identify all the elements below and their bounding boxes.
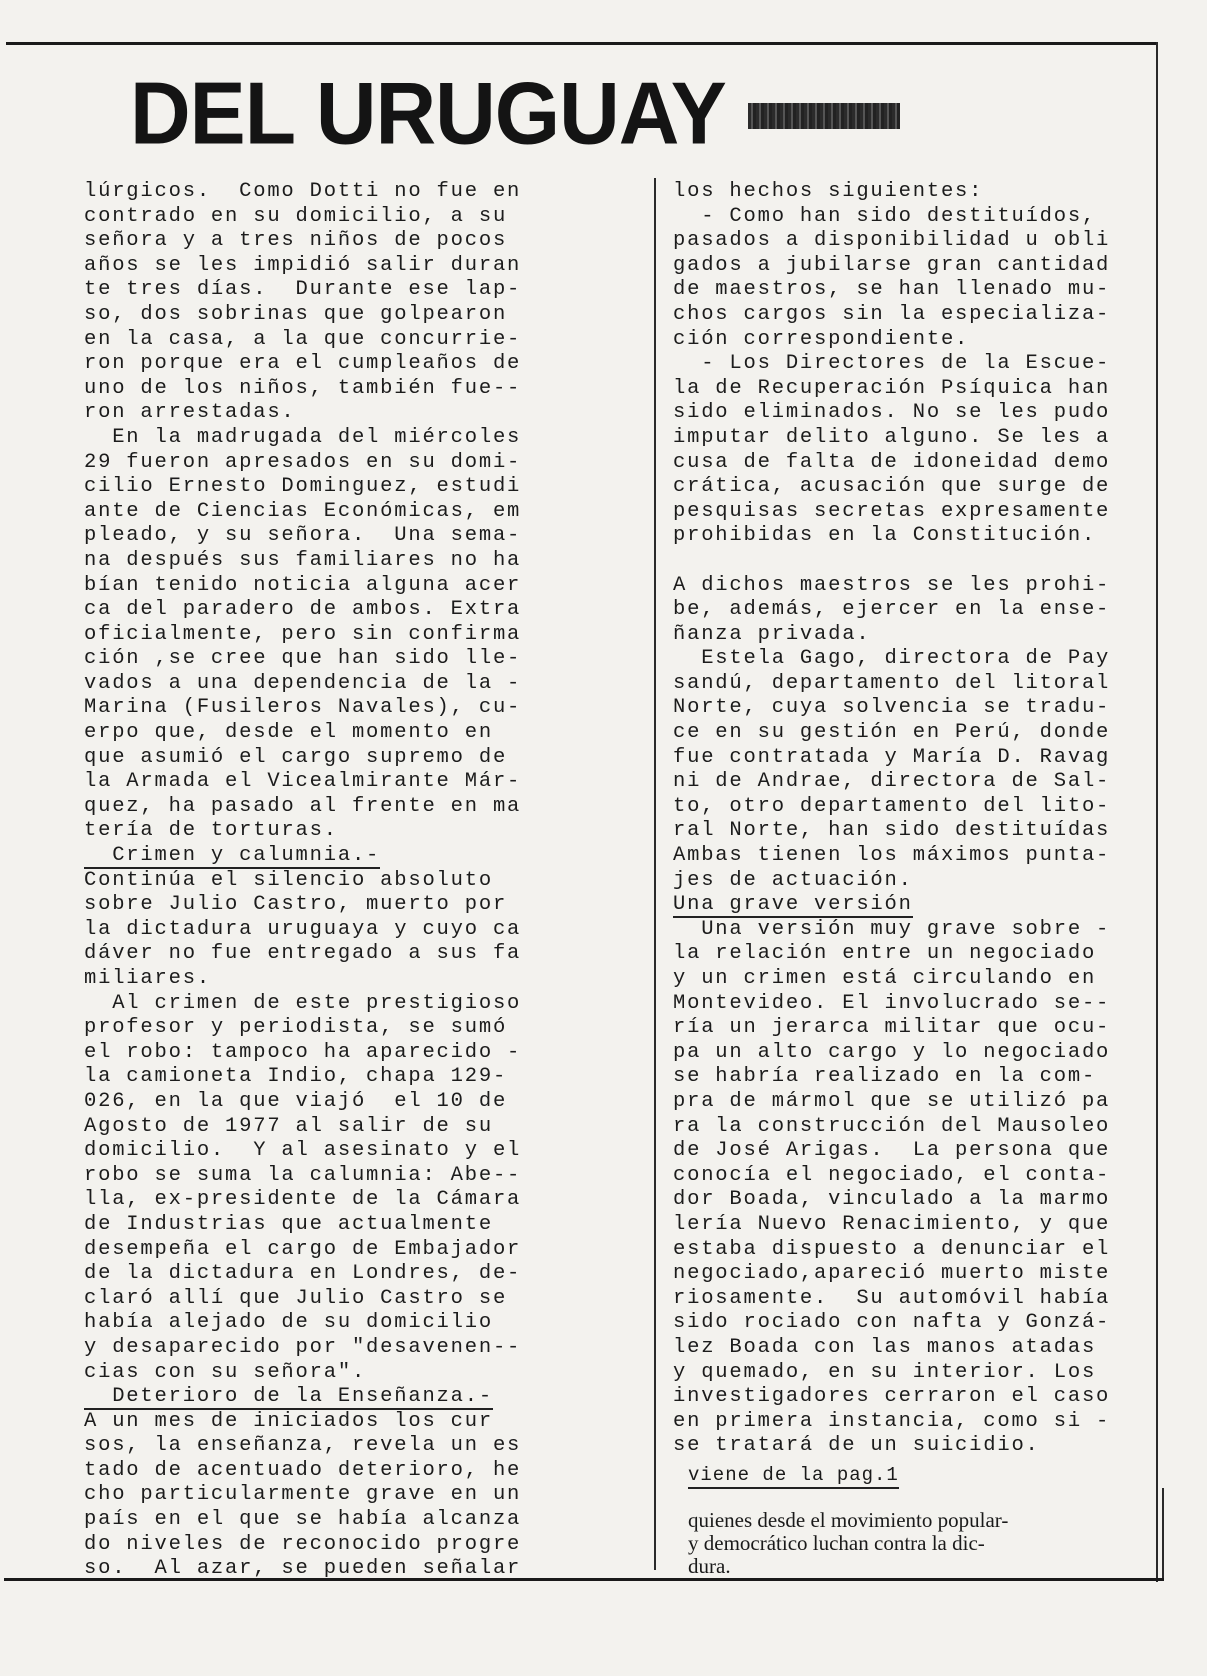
text-line [84, 746, 554, 771]
text-line-content: y quemado, en su interior. Los [673, 1360, 1097, 1384]
text-line-content: ría un jerarca militar que ocu- [673, 1016, 1111, 1040]
text-line-content: pleado, y su señora. Una sema- [84, 524, 522, 548]
text-line [84, 1508, 554, 1533]
text-line [84, 869, 554, 894]
text-line-content: en primera instancia, como si - [673, 1409, 1111, 1433]
text-line-content: jes de actuación. [673, 868, 913, 892]
text-line-content: to, otro departamento del lito- [673, 794, 1111, 818]
text-line [84, 254, 554, 279]
frame-top-rule [6, 42, 1156, 45]
text-line [673, 278, 1143, 303]
text-line-content: fue contratada y María D. Ravag [673, 745, 1111, 769]
text-line [673, 1139, 1143, 1164]
text-line-content: de Industrias que actualmente [84, 1212, 493, 1236]
text-line-content: el robo: tampoco ha aparecido - [84, 1040, 522, 1064]
text-line [673, 869, 1143, 894]
text-line-content: había alejado de su domicilio [84, 1311, 493, 1335]
right-column [673, 180, 1143, 1459]
text-line [84, 992, 554, 1017]
text-line-content: pra de mármol que se utilizó pa [673, 1089, 1111, 1113]
text-line-content: ral Norte, han sido destituídas [673, 819, 1111, 843]
text-line [84, 1213, 554, 1238]
text-line-content: investigadores cerraron el caso [673, 1385, 1111, 1409]
text-line [673, 451, 1143, 476]
text-line [84, 1557, 554, 1582]
text-line [84, 303, 554, 328]
text-line [84, 574, 554, 599]
text-line-content: la camioneta Indio, chapa 129- [84, 1065, 508, 1089]
text-line-content: tado de acentuado deterioro, he [84, 1458, 522, 1482]
text-line-content: Continúa el silencio absoluto [84, 868, 493, 892]
text-line-content: Norte, cuya solvencia se tradu- [673, 696, 1111, 720]
text-line-content: ñanza privada. [673, 622, 871, 646]
text-line-content: tería de torturas. [84, 819, 338, 843]
text-line-content: 026, en la que viajó el 10 de [84, 1089, 508, 1113]
text-line [673, 795, 1143, 820]
text-line-content: cho particularmente grave en un [84, 1483, 522, 1507]
page-header [130, 63, 900, 163]
text-line-content: chos cargos sin la especializa- [673, 302, 1111, 326]
text-line-content: la relación entre un negociado [673, 942, 1097, 966]
text-line [84, 795, 554, 820]
text-line [84, 475, 554, 500]
text-line-content: sobre Julio Castro, muerto por [84, 893, 508, 917]
text-line-content: contrado en su domicilio, a su [84, 204, 508, 228]
text-line-content: ra la construcción del Mausoleo [673, 1114, 1111, 1138]
text-line [84, 328, 554, 353]
text-line [673, 1410, 1143, 1435]
text-line [673, 746, 1143, 771]
text-line-content: Agosto de 1977 al salir de su [84, 1114, 493, 1138]
text-line [84, 967, 554, 992]
text-line [84, 1361, 554, 1386]
text-line [673, 574, 1143, 599]
text-line-content: lería Nuevo Renacimiento, y que [673, 1212, 1111, 1236]
text-line-content: oficialmente, pero sin confirma [84, 622, 522, 646]
text-line-content: pa un alto cargo y lo negociado [673, 1040, 1111, 1064]
text-line [673, 1016, 1143, 1041]
text-line-content: cias con su señora". [84, 1360, 367, 1384]
text-line [84, 1459, 554, 1484]
text-line [84, 696, 554, 721]
text-line-content: vados a una dependencia de la - [84, 671, 522, 695]
text-line [673, 1361, 1143, 1386]
text-line [84, 1016, 554, 1041]
text-line [673, 1336, 1143, 1361]
text-line [84, 623, 554, 648]
text-line-content: desempeña el cargo de Embajador [84, 1237, 522, 1261]
text-line [673, 647, 1143, 672]
text-line-content: ca del paradero de ambos. Extra [84, 598, 522, 622]
text-line [84, 598, 554, 623]
text-line [673, 598, 1143, 623]
text-line [84, 426, 554, 451]
text-line-content: ante de Ciencias Económicas, em [84, 499, 522, 523]
text-line-content: uno de los niños, también fue-- [84, 376, 522, 400]
text-line [673, 967, 1143, 992]
text-line-content: sido eliminados. No se les pudo [673, 401, 1111, 425]
text-line-content: Ambas tienen los máximos punta- [673, 844, 1111, 868]
text-line [673, 1188, 1143, 1213]
text-line-content: de maestros, se han llenado mu- [673, 278, 1111, 302]
text-line-content: riosamente. Su automóvil había [673, 1286, 1111, 1310]
text-line [673, 254, 1143, 279]
text-line-content: conocía el negociado, el conta- [673, 1163, 1111, 1187]
page-title: DEL URUGUAY [130, 63, 726, 163]
text-line-content: de José Arigas. La persona que [673, 1139, 1111, 1163]
text-line [673, 1164, 1143, 1189]
section-heading: Una grave versión [673, 893, 913, 917]
text-line [673, 1213, 1143, 1238]
text-line [673, 1311, 1143, 1336]
section-heading: Deterioro de la Enseñanza.- [84, 1385, 493, 1409]
text-line-content: robo se suma la calumnia: Abe-- [84, 1163, 522, 1187]
text-line [84, 278, 554, 303]
text-line [673, 475, 1143, 500]
text-line [673, 377, 1143, 402]
text-line [84, 844, 554, 869]
text-line [673, 1287, 1143, 1312]
text-line [84, 893, 554, 918]
text-line [84, 1139, 554, 1164]
text-line [673, 819, 1143, 844]
continuation-line: dura. [688, 1554, 731, 1578]
text-line-content: na después sus familiares no ha [84, 548, 522, 572]
text-line [84, 1336, 554, 1361]
header-decorative-bar [748, 103, 900, 129]
text-line [84, 942, 554, 967]
text-line [84, 1483, 554, 1508]
text-line-content: - Como han sido destituídos, [673, 204, 1097, 228]
text-line-content: ron arrestadas. [84, 401, 296, 425]
text-line-content: cilio Ernesto Dominguez, estudi [84, 475, 522, 499]
text-line-content: be, además, ejercer en la ense- [673, 598, 1111, 622]
text-line [84, 770, 554, 795]
text-line [673, 918, 1143, 943]
text-line-content: y desaparecido por "desavenen-- [84, 1335, 522, 1359]
text-line [84, 1533, 554, 1558]
text-line [84, 1434, 554, 1459]
text-line-content: gados a jubilarse gran cantidad [673, 253, 1111, 277]
text-line [84, 647, 554, 672]
text-line [84, 180, 554, 205]
text-line-content: - Los Directores de la Escue- [673, 352, 1111, 376]
text-line [84, 1090, 554, 1115]
text-line-content: la dictadura uruguaya y cuyo ca [84, 917, 522, 941]
text-line [673, 401, 1143, 426]
text-line [673, 1065, 1143, 1090]
left-column [84, 180, 554, 1582]
text-line [673, 426, 1143, 451]
text-line-content: sos, la enseñanza, revela un es [84, 1434, 522, 1458]
text-line [673, 524, 1143, 549]
text-line [84, 1287, 554, 1312]
text-line [673, 696, 1143, 721]
text-line-content: se habría realizado en la com- [673, 1065, 1097, 1089]
text-line [673, 1115, 1143, 1140]
text-line [673, 1434, 1143, 1459]
text-line-content: país en el que se había alcanza [84, 1508, 522, 1532]
text-line-content: A un mes de iniciados los cur [84, 1409, 493, 1433]
text-line [84, 1115, 554, 1140]
text-line [84, 205, 554, 230]
text-line [84, 672, 554, 697]
text-line-content: dor Boada, vinculado a la marmo [673, 1188, 1111, 1212]
text-line [84, 918, 554, 943]
text-line [673, 623, 1143, 648]
text-line-content: imputar delito alguno. Se les a [673, 425, 1111, 449]
text-line-content: te tres días. Durante ese lap- [84, 278, 522, 302]
text-line-content: cusa de falta de idoneidad demo [673, 450, 1111, 474]
text-line-content: ción correspondiente. [673, 327, 970, 351]
text-line-content: 29 fueron apresados en su domi- [84, 450, 522, 474]
text-line [84, 1385, 554, 1410]
text-line [673, 1385, 1143, 1410]
text-line-content: miliares. [84, 967, 211, 990]
frame-right-rule [1156, 42, 1158, 1582]
text-line [84, 1311, 554, 1336]
text-line-content: Estela Gago, directora de Pay [673, 647, 1111, 671]
continuation-line: quienes desde el movimiento popular- [688, 1508, 1009, 1532]
text-line [84, 1164, 554, 1189]
text-line [84, 451, 554, 476]
text-line-content: lez Boada con las manos atadas [673, 1335, 1097, 1359]
text-line [673, 844, 1143, 869]
text-line [673, 180, 1143, 205]
continuation-ref: viene de la pag.1 [688, 1464, 899, 1489]
text-line [84, 1262, 554, 1287]
text-line-content: negociado,apareció muerto miste [673, 1262, 1111, 1286]
text-line [673, 303, 1143, 328]
text-line-content: A dichos maestros se les prohi- [673, 573, 1111, 597]
text-line [84, 352, 554, 377]
section-heading: Crimen y calumnia.- [84, 844, 381, 868]
text-line [673, 549, 1143, 574]
text-line [673, 992, 1143, 1017]
text-line [673, 1041, 1143, 1066]
text-line-content: años se les impidió salir duran [84, 253, 522, 277]
text-line-content: ron porque era el cumpleaños de [84, 352, 522, 376]
text-line-content: estaba dispuesto a denunciar el [673, 1237, 1111, 1261]
column-divider [654, 178, 656, 1570]
text-line-content: sido rociado con nafta y Gonzá- [673, 1311, 1111, 1335]
text-line-content: so. Al azar, se pueden señalar [84, 1557, 522, 1581]
text-line [673, 1238, 1143, 1263]
text-line-content: dáver no fue entregado a sus fa [84, 942, 522, 966]
text-line [673, 942, 1143, 967]
text-line [84, 721, 554, 746]
text-line-content: Al crimen de este prestigioso [84, 991, 522, 1015]
text-line [673, 672, 1143, 697]
text-line [84, 524, 554, 549]
text-line-content: En la madrugada del miércoles [84, 425, 522, 449]
text-line-content: Marina (Fusileros Navales), cu- [84, 696, 522, 720]
text-line-content: la Armada el Vicealmirante Már- [84, 770, 522, 794]
text-line [673, 893, 1143, 918]
text-line [84, 1188, 554, 1213]
text-line-content: profesor y periodista, se sumó [84, 1016, 508, 1040]
text-line-content: ni de Andrae, directora de Sal- [673, 770, 1111, 794]
text-line [673, 1262, 1143, 1287]
frame-right-rule-lower [1162, 1488, 1164, 1578]
text-line-content: prohibidas en la Constitución. [673, 524, 1097, 548]
text-line-content: la de Recuperación Psíquica han [673, 376, 1111, 400]
text-line [84, 549, 554, 574]
text-line [673, 352, 1143, 377]
text-line [673, 328, 1143, 353]
text-line-content: lla, ex-presidente de la Cámara [84, 1188, 522, 1212]
text-line-content: se tratará de un suicidio. [673, 1434, 1040, 1458]
text-line [84, 500, 554, 525]
text-line [84, 1065, 554, 1090]
text-line [673, 1090, 1143, 1115]
text-line [84, 1410, 554, 1435]
text-line [673, 205, 1143, 230]
text-line-content: pasados a disponibilidad u obli [673, 229, 1111, 253]
text-line-content: sandú, departamento del litoral [673, 671, 1111, 695]
text-line-content: claró allí que Julio Castro se [84, 1286, 508, 1310]
text-line [673, 770, 1143, 795]
text-line-content: lúrgicos. Como Dotti no fue en [84, 180, 522, 203]
text-line [84, 819, 554, 844]
text-line-content: pesquisas secretas expresamente [673, 499, 1111, 523]
text-line-content: so, dos sobrinas que golpearon [84, 302, 508, 326]
text-line-content: de la dictadura en Londres, de- [84, 1262, 522, 1286]
text-line-content: erpo que, desde el momento en [84, 721, 493, 745]
text-line-content: que asumió el cargo supremo de [84, 745, 508, 769]
text-line-content: domicilio. Y al asesinato y el [84, 1139, 522, 1163]
text-line-content: ción ,se cree que han sido lle- [84, 647, 522, 671]
text-line-content: en la casa, a la que concurrie- [84, 327, 522, 351]
text-line [673, 721, 1143, 746]
text-line-content: señora y a tres niños de pocos [84, 229, 508, 253]
text-line-content: y un crimen está circulando en [673, 967, 1097, 990]
continuation-line: y democrático luchan contra la dic- [688, 1531, 985, 1555]
text-line [673, 500, 1143, 525]
continuation-note [688, 1462, 1138, 1578]
text-line [84, 229, 554, 254]
text-line [84, 401, 554, 426]
text-line [673, 229, 1143, 254]
text-line-content: quez, ha pasado al frente en ma [84, 794, 522, 818]
text-line-content: Montevideo. El involucrado se-- [673, 991, 1111, 1015]
text-line-content: bían tenido noticia alguna acer [84, 573, 522, 597]
text-line-content: Una versión muy grave sobre - [673, 917, 1111, 941]
text-line-content: los hechos siguientes: [673, 180, 984, 203]
text-line-content: do niveles de reconocido progre [84, 1532, 522, 1556]
text-line [84, 1041, 554, 1066]
text-line-content: crática, acusación que surge de [673, 475, 1111, 499]
text-line [84, 1238, 554, 1263]
text-line [84, 377, 554, 402]
text-line-content: ce en su gestión en Perú, donde [673, 721, 1111, 745]
